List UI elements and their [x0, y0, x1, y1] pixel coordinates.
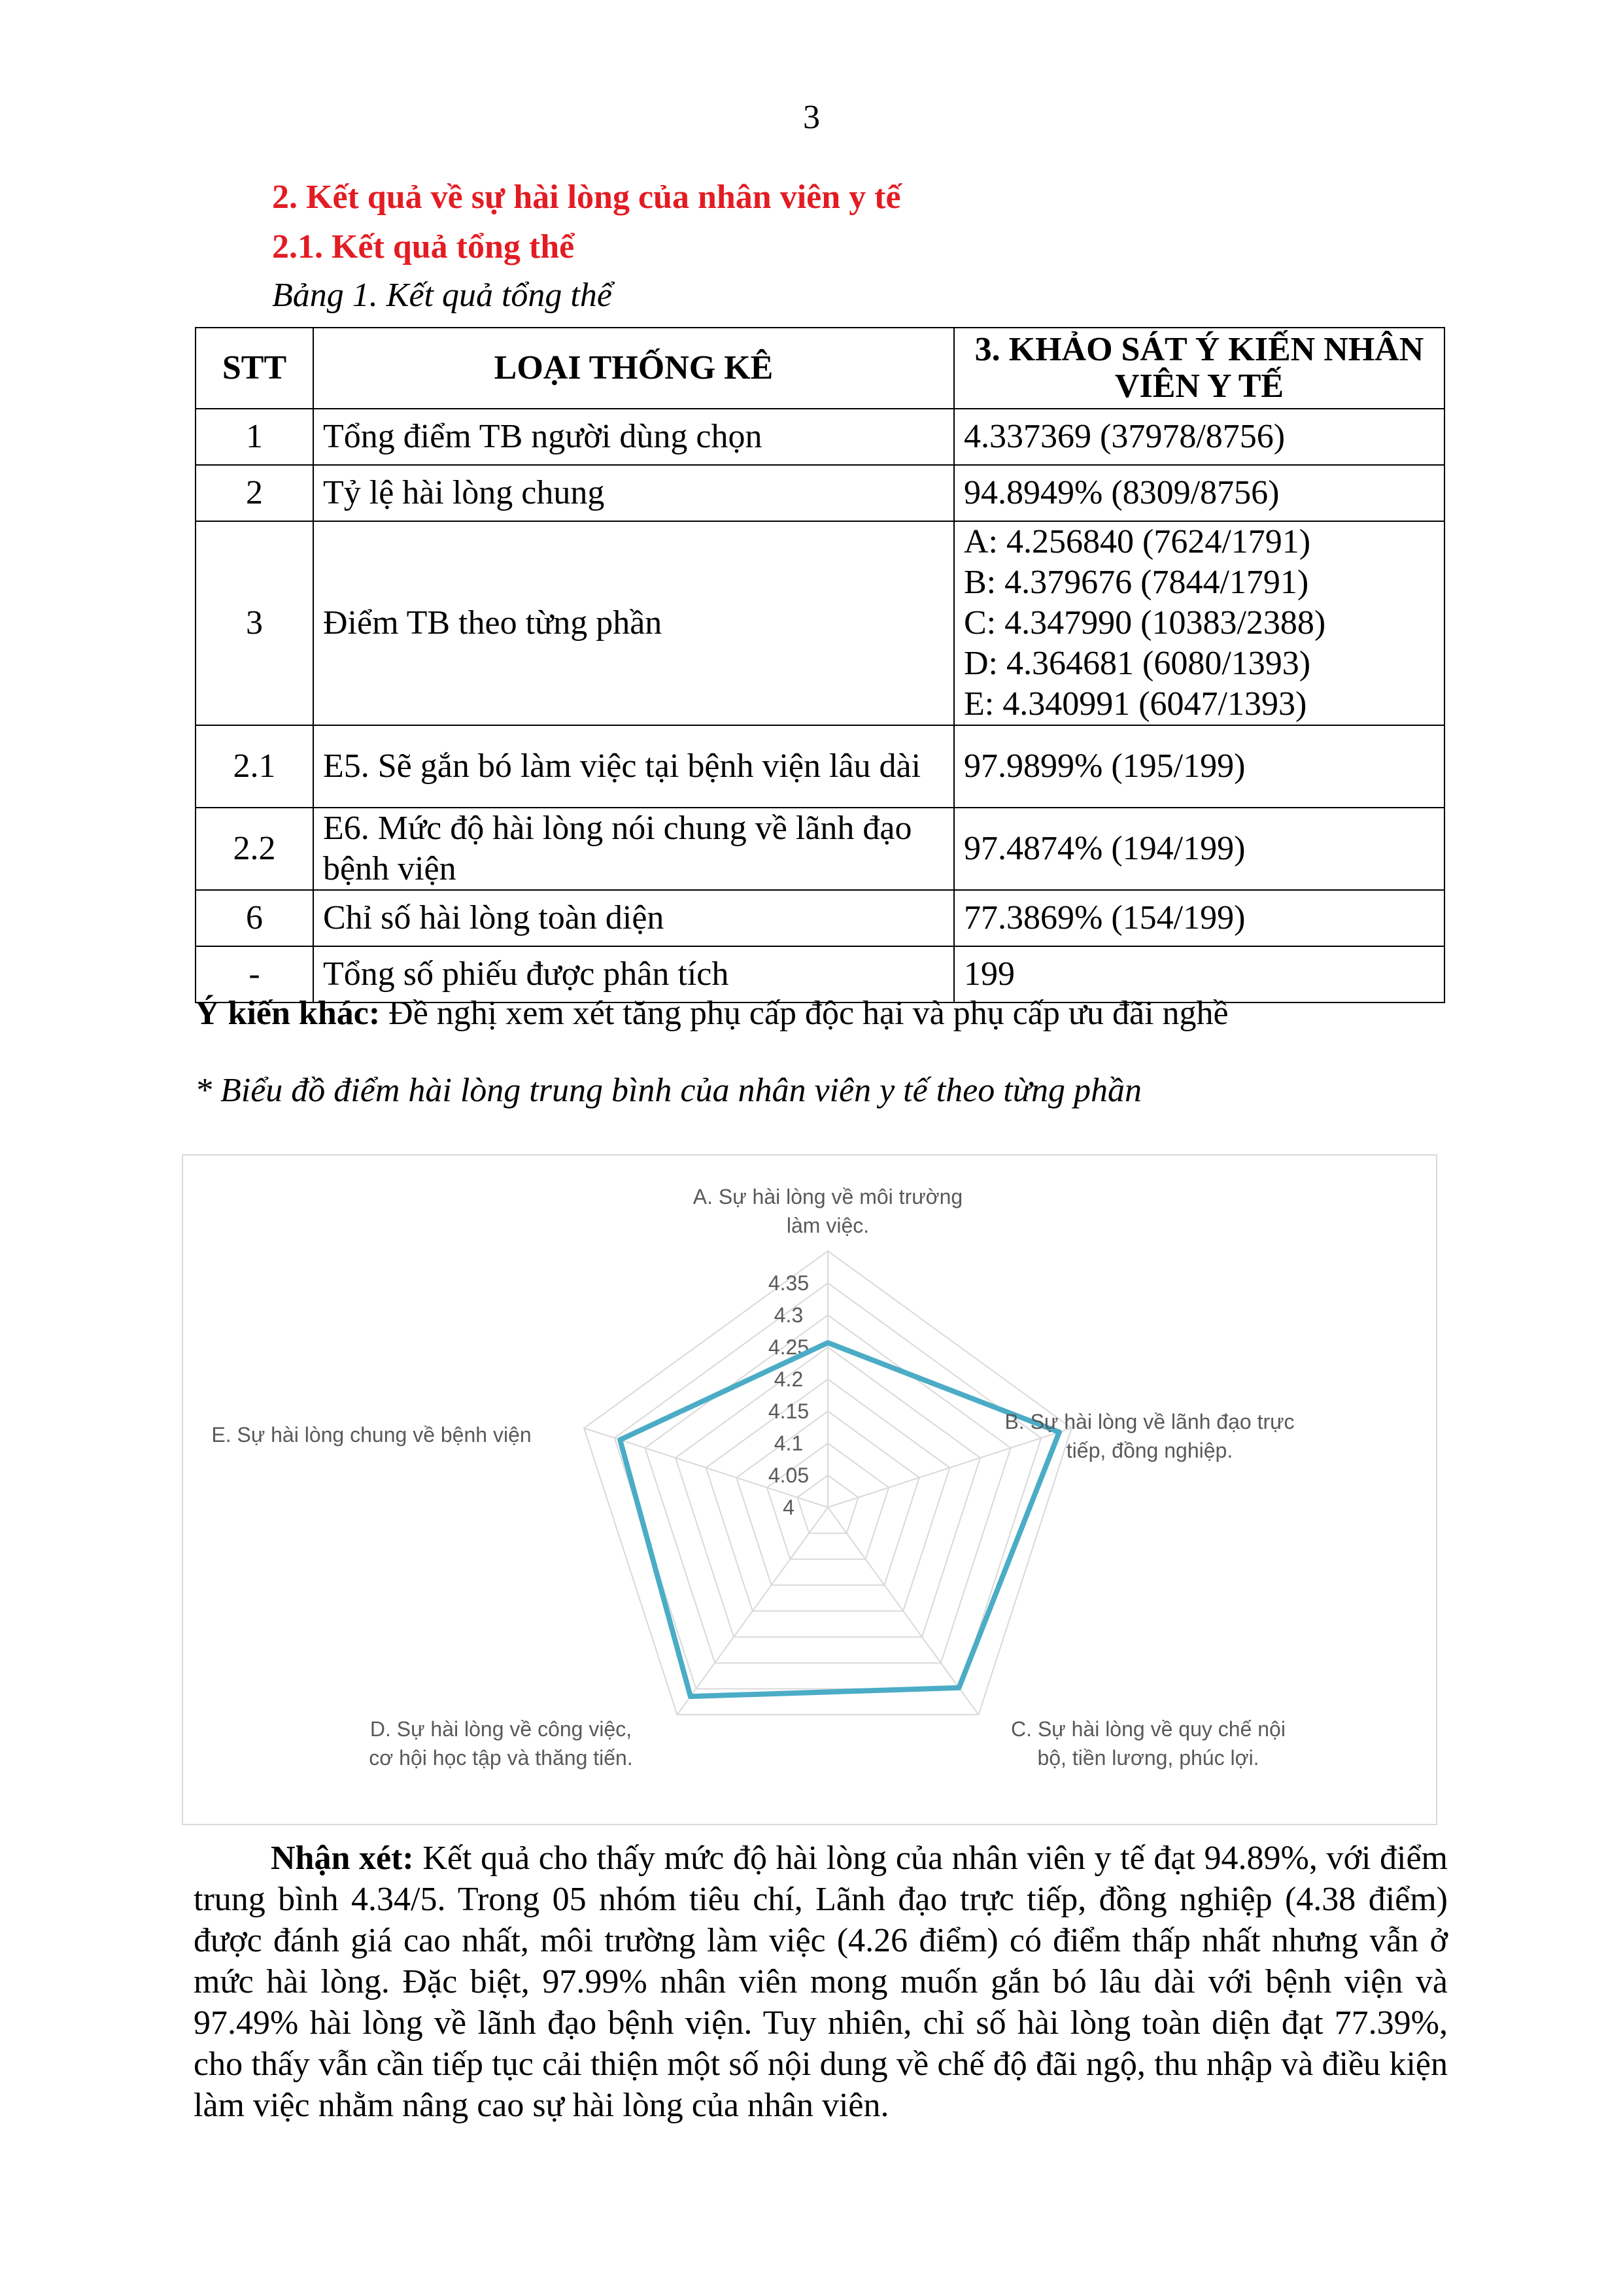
row-value: 77.3869% (154/199): [954, 890, 1444, 946]
row-value: 97.9899% (195/199): [954, 725, 1444, 808]
radar-tick-label: 4.15: [768, 1399, 810, 1423]
radar-category-label: A. Sự hài lòng về môi trường: [692, 1185, 963, 1208]
other-opinion: [195, 994, 1450, 1033]
row-stt: 2.1: [196, 725, 313, 808]
section-title: 2. Kết quả về sự hài lòng của nhân viên y tế: [272, 179, 901, 216]
row-value-line: B: 4.379676 (7844/1791): [964, 564, 1309, 601]
table-row: [196, 808, 1444, 890]
table-row: [196, 521, 1444, 725]
row-value-line: D: 4.364681 (6080/1393): [964, 645, 1311, 682]
comment-paragraph: [194, 1838, 1448, 2126]
radar-tick-label: 4.3: [774, 1303, 804, 1327]
radar-tick-label: 4.25: [768, 1335, 810, 1359]
header-type: LOẠI THỐNG KÊ: [313, 328, 954, 409]
radar-tick-label: 4.1: [774, 1431, 804, 1455]
table-row: [196, 409, 1444, 465]
radar-category-label: làm việc.: [786, 1214, 870, 1237]
row-stt: 2: [196, 465, 313, 521]
row-type: E5. Sẽ gắn bó làm việc tại bệnh viện lâu dài: [313, 725, 954, 808]
radar-tick-label: 4.05: [768, 1464, 810, 1487]
header-survey: 3. KHẢO SÁT Ý KIẾN NHÂN VIÊN Y TẾ: [954, 328, 1444, 409]
row-value-line: A: 4.256840 (7624/1791): [964, 523, 1311, 560]
table-row: [196, 465, 1444, 521]
row-value: 199: [954, 946, 1444, 1002]
row-type: Tỷ lệ hài lòng chung: [313, 465, 954, 521]
comment-text: Kết quả cho thấy mức độ hài lòng của nhân viên y tế đạt 94.89%, với điểm trung bình 4.34/5. Trong 05 nhóm tiêu chí, Lãnh đạo trực tiếp, đồng nghiệp (4.38 điểm) được đánh giá cao nhất, môi trường làm việc (4.26 điểm) có điểm thấp nhất nhưng vẫn ở mức hài lòng. Đặc biệt, 97.99% nhân viên mong muốn gắn bó lâu dài với bệnh viện và 97.49% hài lòng về lãnh đạo bệnh viện. Tuy nhiên, chỉ số hài lòng toàn diện đạt 77.39%, cho thấy vẫn cần tiếp tục cải thiện một số nội dung về chế độ đãi ngộ, thu nhập và điều kiện làm việc nhằm nâng cao sự hài lòng của nhân viên.: [194, 1840, 1448, 2124]
table-caption: Bảng 1. Kết quả tổng thể: [272, 277, 612, 314]
other-opinion-label: Ý kiến khác:: [195, 995, 381, 1032]
row-stt: 1: [196, 409, 313, 465]
radar-category-label: C. Sự hài lòng về quy chế nội: [1011, 1717, 1286, 1741]
radar-tick-label: 4.2: [774, 1367, 804, 1391]
row-value: 94.8949% (8309/8756): [954, 465, 1444, 521]
row-type: E6. Mức độ hài lòng nói chung về lãnh đạo bệnh viện: [313, 808, 954, 890]
results-table: [195, 327, 1445, 1003]
page-number: 3: [803, 99, 820, 136]
row-value: 4.337369 (37978/8756): [954, 409, 1444, 465]
radar-chart-svg: [183, 1156, 1436, 1824]
radar-category-label: B. Sự hài lòng về lãnh đạo trực: [1004, 1410, 1295, 1433]
row-type: Tổng số phiếu được phân tích: [313, 946, 954, 1002]
row-type: Tổng điểm TB người dùng chọn: [313, 409, 954, 465]
row-stt: 6: [196, 890, 313, 946]
row-value-line: E: 4.340991 (6047/1393): [964, 685, 1307, 723]
radar-category-label: tiếp, đồng nghiệp.: [1066, 1439, 1233, 1462]
radar-chart: [182, 1154, 1437, 1825]
radar-category-label: cơ hội học tập và thăng tiến.: [369, 1746, 633, 1770]
row-value-line: C: 4.347990 (10383/2388): [964, 604, 1326, 642]
row-stt: -: [196, 946, 313, 1002]
radar-tick-label: 4: [783, 1496, 794, 1519]
table-row: [196, 890, 1444, 946]
row-stt: 3: [196, 521, 313, 725]
radar-category-label: D. Sự hài lòng về công việc,: [369, 1717, 632, 1741]
row-stt: 2.2: [196, 808, 313, 890]
row-type: Điểm TB theo từng phần: [313, 521, 954, 725]
table-row: [196, 725, 1444, 808]
chart-caption: * Biểu đồ điểm hài lòng trung bình của nhân viên y tế theo từng phần: [195, 1072, 1142, 1109]
header-stt: STT: [196, 328, 313, 409]
radar-series-line: [620, 1343, 1059, 1696]
row-value-multiline: [954, 521, 1444, 725]
other-opinion-text: Đề nghị xem xét tăng phụ cấp độc hại và phụ cấp ưu đãi nghề: [380, 995, 1229, 1032]
table-header-row: [196, 328, 1444, 409]
comment-label: Nhận xét:: [271, 1840, 414, 1877]
radar-category-label: bộ, tiền lương, phúc lợi.: [1037, 1746, 1259, 1770]
radar-category-label: E. Sự hài lòng chung về bệnh viện: [211, 1423, 532, 1447]
radar-tick-label: 4.35: [768, 1271, 810, 1295]
row-type: Chỉ số hài lòng toàn diện: [313, 890, 954, 946]
row-value: 97.4874% (194/199): [954, 808, 1444, 890]
subsection-title: 2.1. Kết quả tổng thể: [272, 228, 575, 266]
